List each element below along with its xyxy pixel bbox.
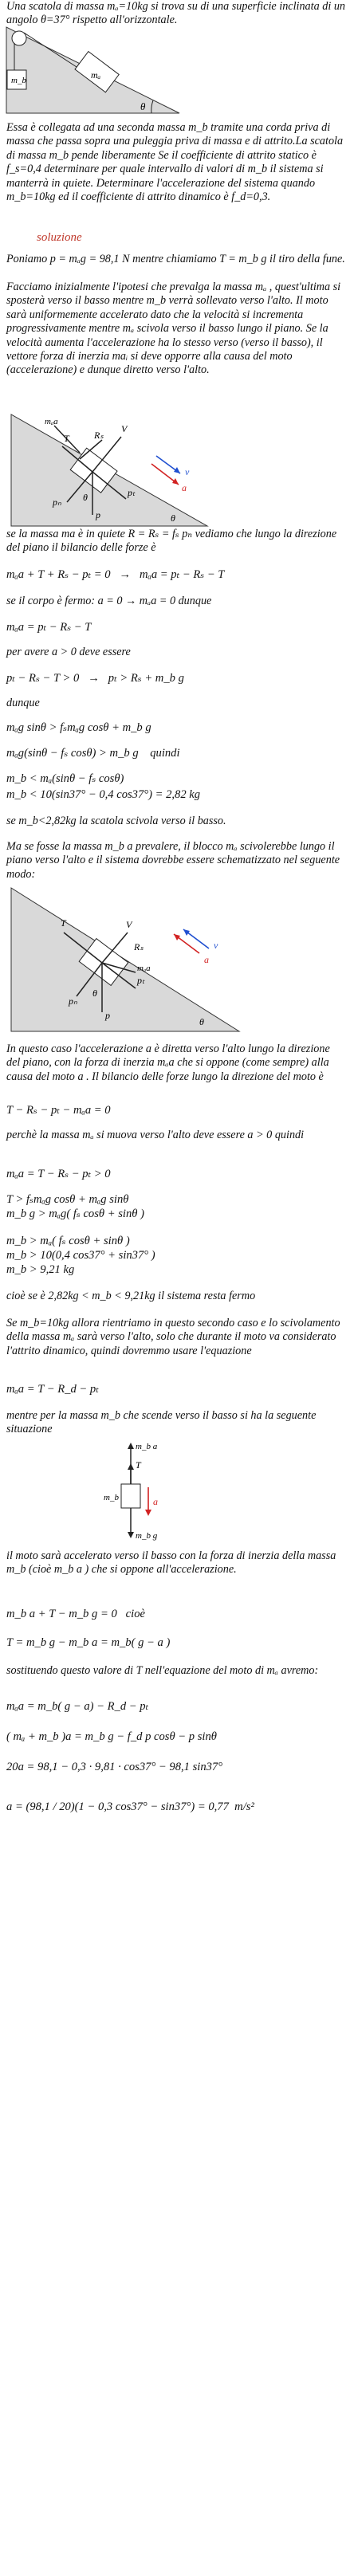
theta-label-3: θ bbox=[171, 512, 175, 524]
solution-p2: Facciamo inizialmente l'ipotesi che prevalga la massa mₐ , quest'ultima si sposterà verso il basso mentre m_b verrà sollevato verso l'alto. Il moto sarà uniformemente accelerato dato che la velocità si incrementa progressivamente mentre mₐ scivola verso il basso lungo il piano. Se la velocità aumenta l'accelerazione ha lo stesso verso (verso il basso), il vettore forza di inerzia maᵢ si deve opporre alla causa del moto (accelerazione) e dunque diretto verso l'alto. bbox=[6, 281, 341, 377]
pt-label-2: pₜ bbox=[137, 975, 145, 986]
solution-p3: se la massa ma è in quiete R = Rₛ = fₛ pₙ vediamo che lungo la direzione del piano il bilancio delle forze è bbox=[6, 528, 337, 555]
solution-p4: se il corpo è fermo: a = 0 → mₐa = 0 dunque bbox=[6, 595, 212, 607]
equation-3: pₜ − Rₛ − T > 0 → pₜ > Rₛ + m_b g bbox=[6, 672, 184, 685]
pn-label-2: pₙ bbox=[69, 995, 77, 1007]
rs-label: Rₛ bbox=[94, 430, 104, 441]
v-force-label-2: V bbox=[126, 919, 132, 930]
solution-p7: se m_b<2,82kg la scatola scivola verso il basso. bbox=[6, 815, 226, 827]
equation-13: m_b > 10(0,4 cos37° + sin37° ) bbox=[6, 1249, 155, 1262]
equation-20: 20a = 98,1 − 0,3 · 9,81 · cos37° − 98,1 sin37° bbox=[6, 1761, 223, 1773]
solution-p10: perchè la massa mₐ si muova verso l'alto deve essere a > 0 quindi bbox=[6, 1129, 305, 1141]
figure-hanging-mass bbox=[0, 1439, 354, 1543]
v-label-2: v bbox=[214, 940, 218, 951]
theta-label-4: θ bbox=[92, 988, 97, 999]
equation-9: mₐa = T − Rₛ − pₜ > 0 bbox=[6, 1168, 111, 1180]
theta-label-2: θ bbox=[83, 492, 88, 503]
solution-p9: In questo caso l'accelerazione a è diretta verso l'alto lungo la direzione del piano, con la forza di inerzia mₐa che si oppone (come sempre) alla causa del moto a . Il bilancio delle forze lungo la direzione del moto è bbox=[6, 1043, 330, 1083]
ma-label: mₐ bbox=[91, 69, 101, 80]
solution-p15: sostituendo questo valore di T nell'equazione del moto di mₐ avremo: bbox=[6, 1664, 319, 1677]
figure-forces-up bbox=[0, 885, 354, 1035]
equation-16: m_b a + T − m_b g = 0 cioè bbox=[6, 1608, 145, 1620]
solution-p1: Poniamo p = mₐg = 98,1 N mentre chiamiamo T = m_b g il tiro della fune. bbox=[6, 253, 345, 265]
pn-label: pₙ bbox=[53, 497, 61, 508]
equation-7: m_b < 10(sin37° − 0,4 cos37°) = 2,82 kg bbox=[6, 788, 201, 801]
p-label-2: p bbox=[105, 1010, 110, 1021]
mbg-label: m_b g bbox=[136, 1531, 158, 1541]
equation-1: mₐa + T + Rₛ − pₜ = 0 → mₐa = pₜ − Rₛ − T bbox=[6, 568, 225, 581]
equation-15: mₐa = T − R_d − pₜ bbox=[6, 1383, 99, 1396]
equation-21: a = (98,1 / 20)(1 − 0,3 cos37° − sin37°) = 0,77 m/s² bbox=[6, 1800, 254, 1813]
v-label: v bbox=[185, 466, 190, 477]
pt-label: pₜ bbox=[128, 487, 136, 498]
equation-17: T = m_b g − m_b a = m_b( g − a ) bbox=[6, 1636, 171, 1649]
equation-19: ( mₐ + m_b )a = m_b g − f_d p cosθ − p sinθ bbox=[6, 1730, 217, 1743]
mb-label-2: m_b bbox=[104, 1493, 119, 1502]
solution-p5: per avere a > 0 deve essere bbox=[6, 646, 131, 658]
a-label-3: a bbox=[153, 1496, 158, 1507]
equation-12: m_b > mₐ( fₛ cosθ + sinθ ) bbox=[6, 1235, 130, 1247]
inertia-label: mₐa bbox=[45, 417, 58, 426]
theta-label: θ bbox=[140, 100, 146, 112]
problem-statement-2: Essa è collegata ad una seconda massa m_b tramite una corda priva di massa che passa sopra una puleggia priva di massa e di attrito.La scatola di massa m_b pende liberamente Se il coefficiente di attrito statico è f_s=0,4 determinare per quale intervallo di valori di m_b il sistema si manterrà in quiete. Determinare l'accelerazione del sistema quando m_b=10kg ed il coefficiente di attrito dinamico è f_d=0,3. bbox=[6, 121, 344, 204]
figure-forces-down bbox=[0, 408, 354, 528]
equation-18: mₐa = m_b( g − a) − R_d − pₜ bbox=[6, 1700, 149, 1713]
equation-5: mₐg(sinθ − fₛ cosθ) > m_b g quindi bbox=[6, 747, 180, 760]
inertia-label-2: mₐa bbox=[137, 964, 151, 973]
t-label-3: T bbox=[136, 1459, 141, 1471]
equation-14: m_b > 9,21 kg bbox=[6, 1263, 75, 1276]
equation-11: m_b g > mₐg( fₛ cosθ + sinθ ) bbox=[6, 1208, 144, 1220]
v-force-label: V bbox=[121, 423, 128, 434]
solution-p12: Se m_b=10kg allora rientriamo in questo secondo caso e lo scivolamento della massa mₐ sarà verso l'alto, solo che durante il moto va considerato l'attrito dinamico, quindi dovremmo usare l'equazione bbox=[6, 1317, 340, 1357]
rs-label-2: Rₛ bbox=[134, 941, 144, 952]
a-label: a bbox=[182, 482, 187, 493]
equation-6: m_b < mₐ(sinθ − fₛ cosθ) bbox=[6, 772, 124, 785]
t-label-2: T bbox=[61, 917, 66, 929]
solution-p8: Ma se fosse la massa m_b a prevalere, il blocco mₐ scivolerebbe lungo il piano verso l'alto e il sistema dovrebbe essere schematizzato nel seguente modo: bbox=[6, 840, 340, 881]
solution-p14: il moto sarà accelerato verso il basso con la forza di inerzia della massa m_b (cioè m_b a ) che si oppone all'accelerazione. bbox=[6, 1549, 336, 1577]
solution-p13: mentre per la massa m_b che scende verso il basso si ha la seguente situazione bbox=[6, 1409, 317, 1436]
equation-2: mₐa = pₜ − Rₛ − T bbox=[6, 621, 92, 634]
theta-label-5: θ bbox=[199, 1016, 204, 1027]
mb-label: m_b bbox=[11, 76, 26, 85]
mba-label: m_b a bbox=[136, 1442, 158, 1451]
problem-statement: Una scatola di massa mₐ=10kg si trova su di una superficie inclinata di un angolo θ=37° rispetto all'orizzontale. bbox=[6, 0, 346, 27]
equation-4: mₐg sinθ > fₛmₐg cosθ + m_b g bbox=[6, 721, 151, 734]
equation-10: T > fₛmₐg cosθ + mₐg sinθ bbox=[6, 1193, 129, 1206]
a-label-2: a bbox=[204, 954, 209, 965]
solution-heading: soluzione bbox=[37, 231, 82, 244]
solution-p6: dunque bbox=[6, 697, 40, 709]
solution-p11: cioè se è 2,82kg < m_b < 9,21kg il sistema resta fermo bbox=[6, 1290, 256, 1302]
p-label: p bbox=[96, 509, 100, 520]
t-label: T bbox=[64, 433, 69, 444]
equation-8: T − Rₛ − pₜ − mₐa = 0 bbox=[6, 1104, 111, 1117]
